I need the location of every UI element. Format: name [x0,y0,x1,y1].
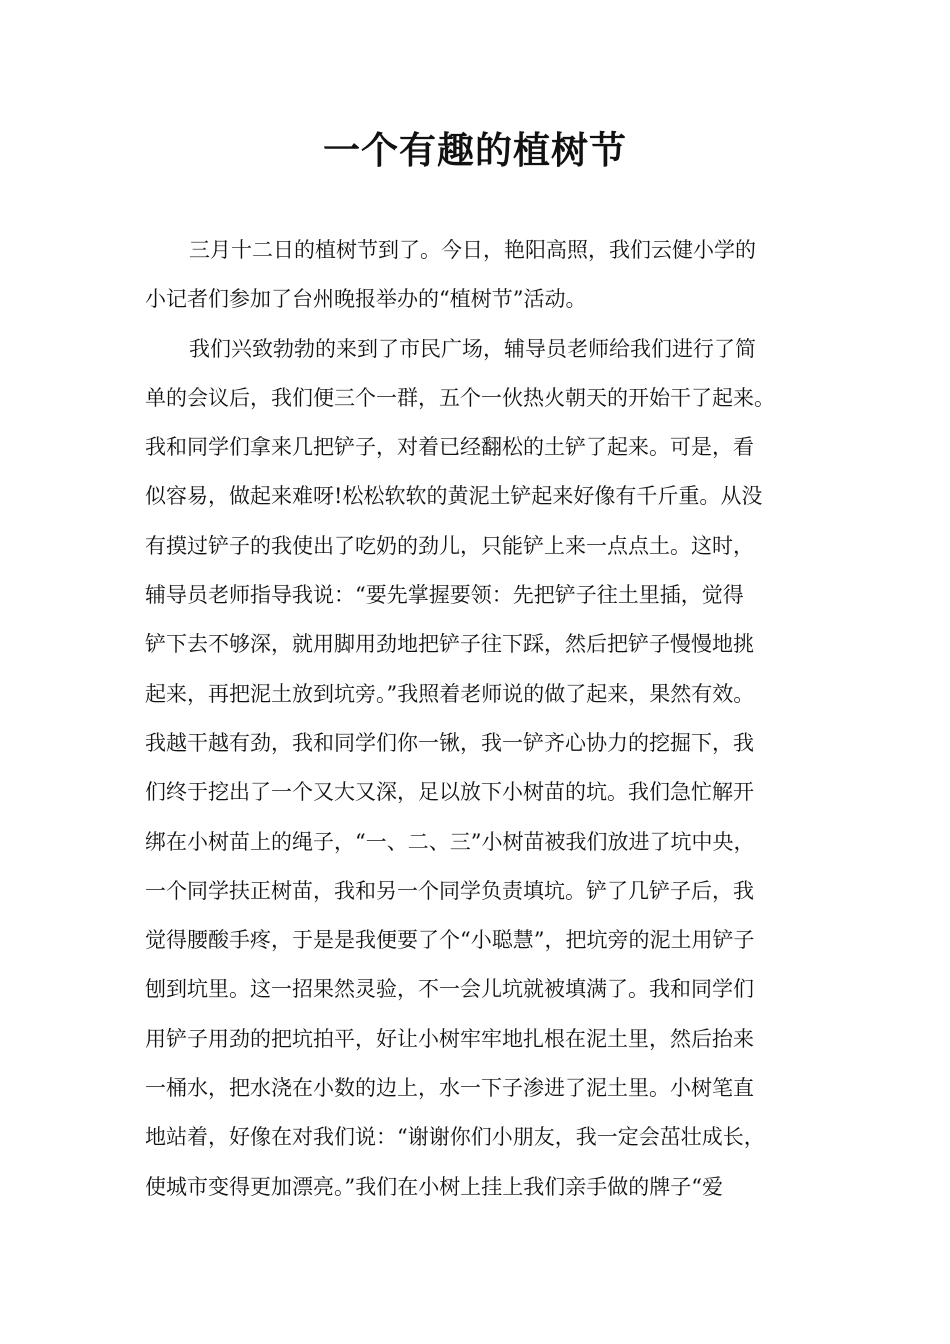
text-line: 起来，再把泥土放到坑旁。”我照着老师说的做了起来，果然有效。 [145,681,755,706]
text-line: 单的会议后，我们便三个一群，五个一伙热火朝天的开始干了起来。 [145,385,775,410]
text-line: 铲下去不够深，就用脚用劲地把铲子往下踩，然后把铲子慢慢地挑 [145,632,754,657]
document-body [145,226,825,1212]
text-line: 似容易，做起来难呀!松松软软的黄泥土铲起来好像有千斤重。从没 [145,484,763,509]
text-line: 我越干越有劲，我和同学们你一锹，我一铲齐心协力的挖掘下，我 [145,730,754,755]
text-line: 用铲子用劲的把坑拍平，好让小树牢牢地扎根在泥土里，然后抬来 [145,1026,754,1051]
text-line: 地站着，好像在对我们说：“谢谢你们小朋友，我一定会茁壮成长， [145,1125,765,1150]
text-line: 觉得腰酸手疼，于是是我便要了个“小聪慧”，把坑旁的泥土用铲子 [145,928,755,953]
text-line: 小记者们参加了台州晚报举办的“植树节”活动。 [145,287,587,312]
text-line: 辅导员老师指导我说：“要先掌握要领：先把铲子往土里插，觉得 [145,583,744,608]
text-line: 我们兴致勃勃的来到了市民广场，辅导员老师给我们进行了简 [189,336,756,361]
text-line: 一桶水，把水浇在小数的边上，水一下子渗进了泥土里。小树笔直 [145,1076,754,1101]
text-line: 使城市变得更加漂亮。”我们在小树上挂上我们亲手做的牌子“爱 [145,1174,723,1199]
text-line: 绑在小树苗上的绳子，“一、二、三”小树苗被我们放进了坑中央， [145,829,755,854]
text-line: 一个同学扶正树苗，我和另一个同学负责填坑。铲了几铲子后，我 [145,878,754,903]
text-line: 我和同学们拿来几把铲子，对着已经翻松的土铲了起来。可是，看 [145,435,754,460]
text-line: 们终于挖出了一个又大又深，足以放下小树苗的坑。我们急忙解开 [145,780,754,805]
text-line: 刨到坑里。这一招果然灵验，不一会儿坑就被填满了。我和同学们 [145,977,754,1002]
document-title: 一个有趣的植树节 [323,129,627,172]
text-line: 三月十二日的植树节到了。今日，艳阳高照，我们云健小学的 [189,238,756,262]
text-line: 有摸过铲子的我使出了吃奶的劲儿，只能铲上来一点点土。这时， [145,533,754,558]
